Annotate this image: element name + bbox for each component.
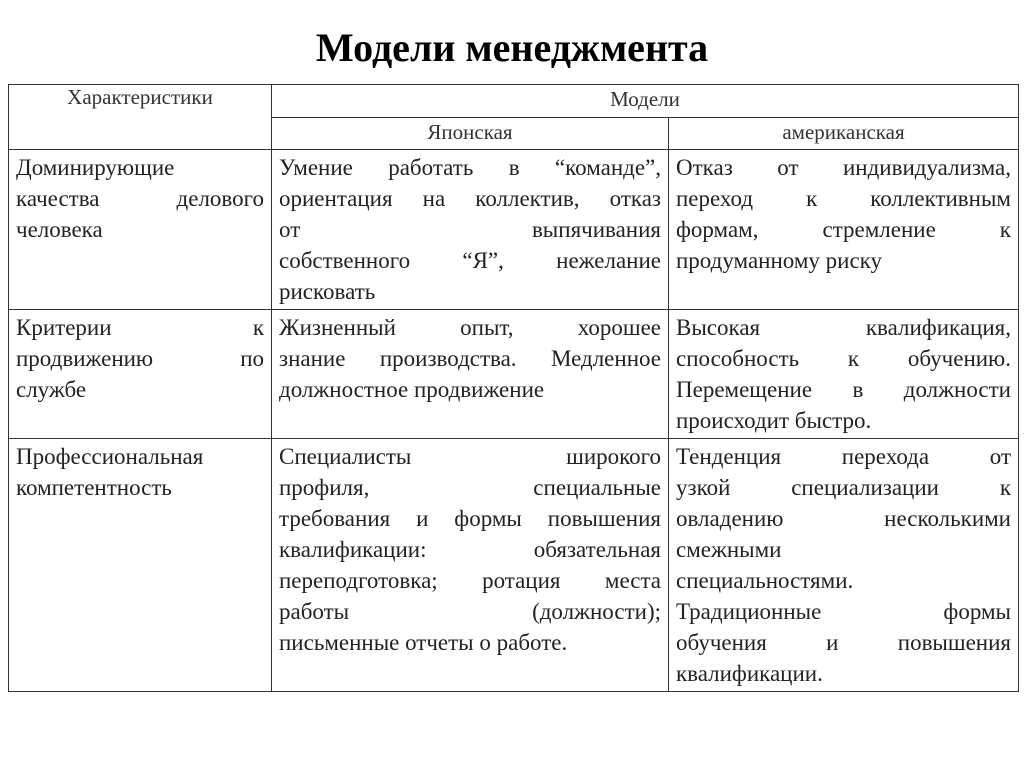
cell-line: переход к коллективным [676, 186, 1011, 211]
cell-line: специальностями. [676, 568, 854, 593]
cell-line: Отказ от индивидуализма, [676, 155, 1011, 180]
cell-line: овладению несколькими [676, 506, 1011, 531]
header-american: американская [669, 117, 1019, 150]
cell-line: знание производства. Медленное [279, 346, 661, 371]
cell-line: переподготовка; ротация места [279, 568, 661, 593]
cell-line: Умение работать в “команде”, [279, 155, 661, 180]
cell-text [669, 439, 1018, 691]
cell-line: обучения и повышения [676, 630, 1011, 655]
cell-characteristic [9, 439, 272, 692]
cell-line: работы (должности); [279, 599, 661, 624]
cell-text [9, 439, 271, 505]
header-characteristics: Характеристики [9, 85, 272, 150]
cell-text [272, 150, 668, 309]
cell-line: требования и формы повышения [279, 506, 661, 531]
cell-line: письменные отчеты о работе. [279, 630, 568, 655]
cell-line: собственного “Я”, нежелание [279, 248, 661, 273]
cell-line: от выпячивания [279, 217, 661, 242]
cell-line: узкой специализации к [676, 475, 1011, 500]
models-table [8, 84, 1019, 692]
cell-line: компетентность [16, 475, 172, 500]
cell-line: ориентация на коллектив, отказ [279, 186, 661, 211]
cell-text [669, 150, 1018, 278]
header-japanese: Японская [272, 117, 669, 150]
cell-line: способность к обучению. [676, 346, 1011, 371]
cell-line: профиля, специальные [279, 475, 661, 500]
cell-text [9, 150, 271, 247]
cell-line: Специалисты широкого [279, 444, 661, 469]
cell-line: рисковать [279, 279, 376, 304]
cell-characteristic [9, 150, 272, 310]
cell-line: квалификации. [676, 661, 823, 686]
cell-line: Высокая квалификация, [676, 315, 1011, 340]
cell-line: продуманному риску [676, 248, 883, 273]
cell-text [272, 310, 668, 407]
cell-line: смежными [676, 537, 782, 562]
cell-text [9, 310, 271, 407]
cell-text [669, 310, 1018, 438]
cell-line: Традиционные формы [676, 599, 1011, 624]
cell-text [272, 439, 668, 660]
cell-american [669, 310, 1019, 439]
cell-japanese [272, 439, 669, 692]
page-title: Модели менеджмента [315, 25, 709, 70]
cell-american [669, 439, 1019, 692]
cell-line: человека [16, 217, 103, 242]
cell-japanese [272, 150, 669, 310]
cell-line: Тенденция перехода от [676, 444, 1011, 469]
cell-line: Профессиональная [16, 444, 204, 469]
cell-line: квалификации: обязательная [279, 537, 661, 562]
cell-line: службе [16, 377, 87, 402]
cell-line: должностное продвижение [279, 377, 545, 402]
table-row [9, 310, 1019, 439]
cell-characteristic [9, 310, 272, 439]
cell-american [669, 150, 1019, 310]
table-row [9, 150, 1019, 310]
header-models: Модели [272, 85, 1019, 118]
cell-line: продвижению по [16, 346, 264, 371]
cell-line: Доминирующие [16, 155, 175, 180]
cell-line: Жизненный опыт, хорошее [279, 315, 661, 340]
cell-line: качества делового [16, 186, 264, 211]
cell-line: формам, стремление к [676, 217, 1011, 242]
cell-line: Перемещение в должности [676, 377, 1011, 402]
cell-japanese [272, 310, 669, 439]
cell-line: происходит быстро. [676, 408, 872, 433]
table-row [9, 439, 1019, 692]
cell-line: Критерии к [16, 315, 264, 340]
